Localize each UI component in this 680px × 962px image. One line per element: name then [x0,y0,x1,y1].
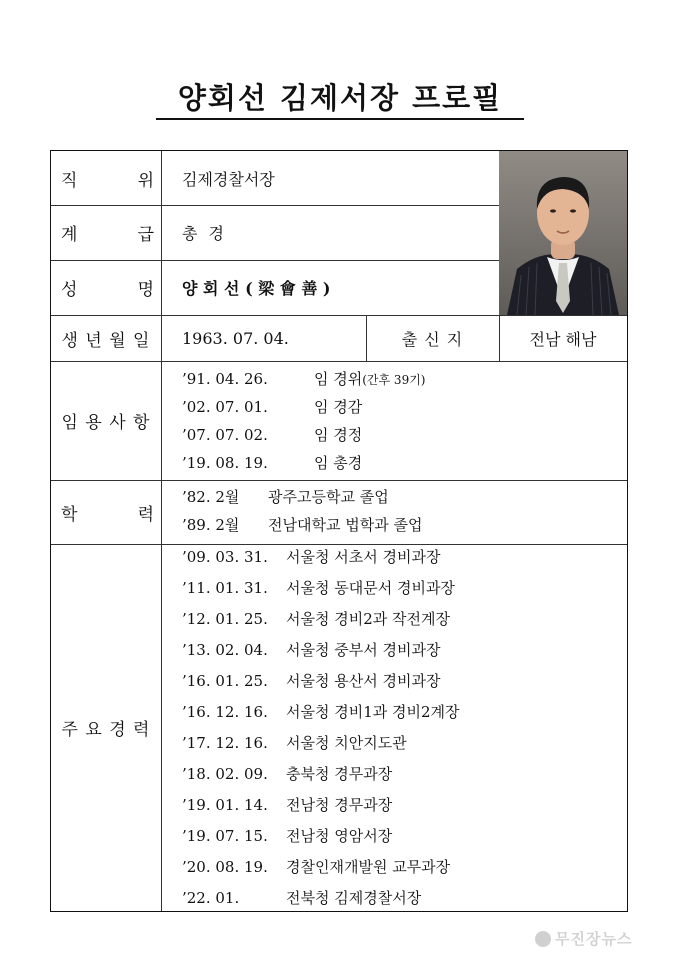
list-item: ’18. 02. 09. 충북청 경무과장 [182,765,393,783]
list-item: ’22. 01. 전북청 김제경찰서장 [182,889,422,907]
career-label: 주 요 경 력 [61,720,151,740]
list-item: ’19. 01. 14. 전남청 경무과장 [182,796,393,814]
list-item: ’16. 12. 16. 서울청 경비1과 경비2계장 [182,703,460,721]
position-value: 김제경찰서장 [182,169,275,189]
list-item: ’07. 07. 02. 임 경정 [182,426,363,444]
origin-label: 출 신 지 [401,329,464,349]
col-divider [161,151,162,911]
rank-label: 계 급 [61,225,154,245]
list-item: ’02. 07. 01. 임 경감 [182,398,363,416]
page-title: 양회선 김제서장 프로필 [177,81,503,115]
education-label: 학 력 [61,504,154,525]
list-item: ’19. 07. 15. 전남청 영암서장 [182,827,393,845]
list-item: ’13. 02. 04. 서울청 중부서 경비과장 [182,641,441,659]
logo-icon [535,931,551,947]
list-item: ’12. 01. 25. 서울청 경비2과 작전계장 [182,610,450,628]
person-portrait-icon [499,151,627,315]
birth-value: 1963. 07. 04. [182,328,289,348]
title-underline [156,118,524,120]
origin-value: 전남 해남 [529,329,597,349]
birth-label: 생 년 월 일 [61,330,151,351]
list-item: ’89. 2월 전남대학교 법학과 졸업 [182,516,423,534]
list-item: ’09. 03. 31. 서울청 서초서 경비과장 [182,548,441,566]
list-item: ’16. 01. 25. 서울청 용산서 경비과장 [182,672,441,690]
name-value: 양 회 선 ( 梁 會 善 ) [182,279,331,298]
rank-value: 총 경 [182,224,227,243]
name-label: 성 명 [61,280,154,300]
list-item: ’82. 2월 광주고등학교 졸업 [182,488,389,506]
list-item: ’11. 01. 31. 서울청 동대문서 경비과장 [182,579,455,597]
list-item: ’17. 12. 16. 서울청 치안지도관 [182,734,407,752]
appointments-label: 임 용 사 항 [61,413,151,433]
list-item: ’91. 04. 26. 임 경위(간후 39기) [182,370,426,388]
position-label: 직 위 [61,170,154,191]
list-item: ’20. 08. 19. 경찰인재개발원 교무과장 [182,858,451,876]
list-item: ’19. 08. 19. 임 총경 [182,454,363,472]
profile-photo [499,151,627,315]
watermark: 무진장뉴스 [535,928,632,949]
